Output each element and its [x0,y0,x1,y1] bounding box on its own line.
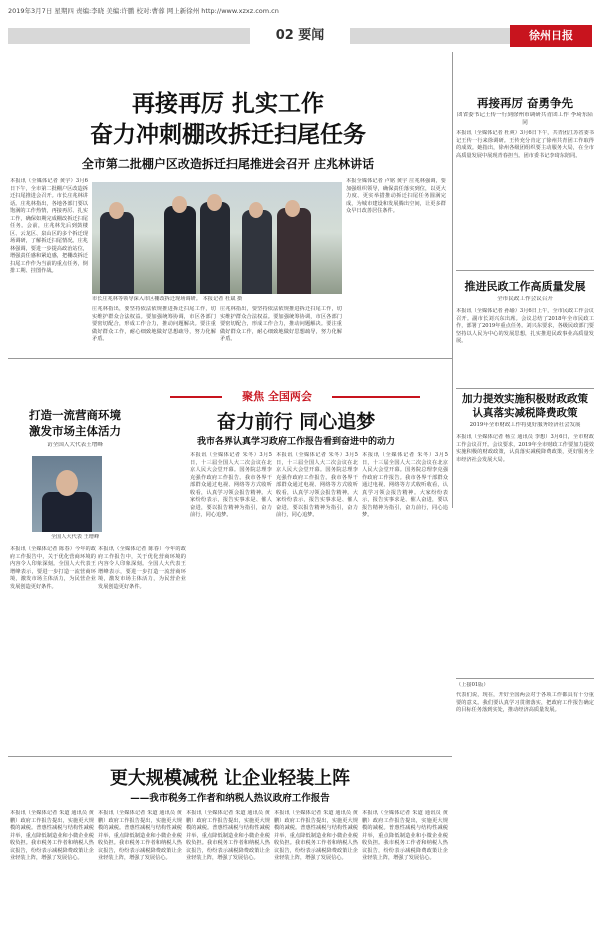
sessions-body-2: 本报讯（全媒体记者 朱冬）3月5日，十三届全国人大二次会议在北京人民大会堂开幕。国务院总理李克强作政府工作报告。我市各界干部群众通过电视、网络等方式收听收看，认真学习领会报告精神。大家纷纷表示，报告实事求是、催人奋进，要以报告精神为指引，奋力前行，同心追梦。 [276,452,358,518]
right-low-title-line2: 认真落实减税降费政策 [472,407,578,419]
person-figure [100,212,134,294]
bottom-body-4: 本报讯（全媒体记者 朱道 通讯员 黄鹏）政府工作报告提出，实施更大规模的减税。普惠性减税与结构性减税并举，重点降低制造业和小微企业税收负担。我市税务工作者和纳税人热议报告，纷纷表示减税降费政策让企业轻装上阵，增强了发展信心。 [274,810,358,861]
portrait-caption: 全国人大代表 王增峰 [50,534,100,540]
right-low-title-line1: 加力提效实施积极财政政策 [462,393,588,405]
side-title-line2: 激发市场主体活力 [29,424,121,438]
right-bottom-body: 代表们说，现在，开好全国两会对于各项工作都具有十分重要的意义。我们要认真学习贯彻落实，把政府工作报告确定的目标任务落到实处，推动经济高质量发展。 [456,692,594,713]
two-sessions-banner [170,388,420,406]
lead-body-mid: 庄兆林指出，要坚持依法依规推进拆迁扫尾工作，切实维护群众合法权益。要加强统筹协调，市区各部门要密切配合，形成工作合力，推动问题解决。要注重做好群众工作，耐心细致地做好思想疏导，努力化解矛盾。 [92,306,216,342]
person-figure [242,210,272,294]
side-subtitle: 访全国人大代表王增峰 [47,442,103,448]
right-top-title: 再接再厉 奋勇争先 [476,96,573,110]
column-divider [452,52,453,508]
section-name: 02 要闻 [250,25,350,47]
right-low-body: 本报讯（全媒体记者 杨立 通讯员 李想）3月6日，全市财政工作会议召开。会议要求，2019年全市财政工作要加力提效实施积极的财政政策，认真落实减税降费政策，更好服务全市经济社会发展大局。 [456,434,594,463]
right-mid-title: 推进民政工作高质量发展 [464,280,586,293]
person-head [249,202,263,218]
side-body: 本报讯（全媒体记者 陈春）今年的政府工作报告中，关于优化营商环境的内容令人印象深刻。全国人大代表王增峰表示，要进一步打造一流营商环境，激发市场主体活力，为民营企业发展创造更好条件。 [10,546,96,590]
lead-body-left: 本报讯（全媒体记者 黄宇）3月6日下午，全市第二批棚户区改造拆迁扫尾推进会召开。市长庄兆林讲话。庄兆林指出，各地各部门要以饱满的工作热情，再接再厉、扎实工作，确保如期完成棚改拆迁扫尾任务。会前，庄兆林先后到鼓楼区、云龙区、泉山区的多个拆迁现场调研，了解拆迁扫尾情况。庄兆林强调，要进一步提高政治站位，增强责任感和紧迫感，把棚改拆迁扫尾工作作为当前的重点任务，倒排工期、挂图作战。 [10,178,88,274]
right-mid-body: 本报讯（全媒体记者 孙瑜）3月6日上午，全市民政工作会议召开。副市长刘兴东出席。会议总结了2018年全市民政工作，部署了2019年重点任务。刘兴东要求，各级民政部门要坚持以人民为中心的发展思想，扎实推进民政事业高质量发展。 [456,308,594,344]
person-figure [200,202,230,294]
portrait-head [56,470,78,496]
banner-label: 聚焦 全国两会 [222,388,332,406]
person-head [172,196,187,213]
side-body-2: 本报讯（全媒体记者 陈春）今年的政府工作报告中，关于优化营商环境的内容令人印象深刻。全国人大代表王增峰表示，要进一步打造一流营商环境，激发市场主体活力，为民营企业发展创造更好条件。 [98,546,186,590]
lead-body-mid2: 庄兆林指出，要坚持依法依规推进拆迁扫尾工作，切实维护群众合法权益。要加强统筹协调，市区各部门要密切配合，形成工作合力，推动问题解决。要注重做好群众工作，耐心细致地做好思想疏导，努力化解矛盾。 [220,306,342,342]
lead-subtitle: 全市第二批棚户区改造拆迁扫尾推进会召开 庄兆林讲话 [81,157,375,171]
bottom-body-3: 本报讯（全媒体记者 朱道 通讯员 黄鹏）政府工作报告提出，实施更大规模的减税。普惠性减税与结构性减税并举，重点降低制造业和小微企业税收负担。我市税务工作者和纳税人热议报告，纷纷表示减税降费政策让企业轻装上阵，增强了发展信心。 [186,810,270,861]
divider [8,756,452,757]
person-head [207,194,222,211]
date-line: 2019年3月7日 星期四 责编:李晓 美编:许鹏 校对:曹蓉 网上新徐州 http://www.xzxz.com.cn [8,7,279,15]
bottom-title: 更大规模减税 让企业轻装上阵 [109,768,351,789]
lead-title-line1: 再接再厉 扎实工作 [131,91,324,117]
bottom-body-2: 本报讯（全媒体记者 朱道 通讯员 黄鹏）政府工作报告提出，实施更大规模的减税。普惠性减税与结构性减税并举，重点降低制造业和小微企业税收负担。我市税务工作者和纳税人热议报告，纷纷表示减税降费政策让企业轻装上阵，增强了发展信心。 [98,810,182,861]
portrait-photo [32,456,102,532]
person-head [285,200,300,217]
divider [456,270,594,271]
sessions-main-subtitle: 我市各界认真学习政府工作报告看到奋进中的动力 [196,437,395,447]
lead-photo-caption: 市长庄兆林等领导深入市区棚改拆迁现场调研。 本报记者 杜斌 摄 [92,296,243,302]
person-figure [164,206,196,294]
newspaper-logo: 徐州日报 [510,25,592,47]
bottom-body-5: 本报讯（全媒体记者 朱道 通讯员 黄鹏）政府工作报告提出，实施更大规模的减税。普惠性减税与结构性减税并举，重点降低制造业和小微企业税收负担。我市税务工作者和纳税人热议报告，纷纷表示减税降费政策让企业轻装上阵，增强了发展信心。 [362,810,448,861]
right-top-body: 本报讯（全媒体记者 杜爽）3月6日下午，共青团江苏省委书记王传一行来徐调研。王传充分肯定了徐州共青团工作取得的成效。她指出，徐州各级团组织要主动服务大局，在全市高质量发展中展现青春担当。团市委书记李琦东陪同。 [456,130,594,159]
portrait-body [42,492,92,532]
right-top-subtitle: 团省委书记王传一行到徐州市调研共青团工作 李琦东陪同 [456,112,594,126]
sessions-body-3: 本报讯（全媒体记者 朱冬）3月5日，十三届全国人大二次会议在北京人民大会堂开幕。国务院总理李克强作政府工作报告。我市各界干部群众通过电视、网络等方式收听收看，认真学习领会报告精神。大家纷纷表示，报告实事求是、催人奋进，要以报告精神为指引，奋力前行，同心追梦。 [362,452,448,518]
divider [456,388,594,389]
section-header [0,22,600,48]
bottom-body-1: 本报讯（全媒体记者 朱道 通讯员 黄鹏）政府工作报告提出，实施更大规模的减税。普惠性减税与结构性减税并举，重点降低制造业和小微企业税收负担。我市税务工作者和纳税人热议报告，纷纷表示减税降费政策让企业轻装上阵，增强了发展信心。 [10,810,94,861]
person-figure [277,208,311,294]
lead-body-right: 本报全媒体记者 卢铭 黄宇 庄兆林强调，要加强组织领导，确保责任落实到位，以更大力度、更实举措推动拆迁扫尾任务圆满完成，为城市建设和发展腾出空间，让更多群众早日改善居住条件。 [346,178,446,214]
divider [8,358,452,359]
right-mid-subtitle: 全市民政工作会议召开 [497,296,553,302]
lead-title-line2: 奋力冲刺棚改拆迁扫尾任务 [90,122,366,148]
lead-photo [92,182,342,294]
right-low-subtitle: 2019年全市财政工作将更好服务经济社会发展 [469,422,581,428]
sessions-main-title: 奋力前行 同心追梦 [216,411,376,433]
side-title-line1: 打造一流营商环境 [29,408,121,422]
divider [456,678,594,679]
bottom-subtitle: ——我市税务工作者和纳税人热议政府工作报告 [130,793,330,804]
person-head [109,202,124,219]
right-bottom-caption: （上接01版） [456,682,489,688]
sessions-body-1: 本报讯（全媒体记者 朱冬）3月5日，十三届全国人大二次会议在北京人民大会堂开幕。国务院总理李克强作政府工作报告。我市各界干部群众通过电视、网络等方式收听收看，认真学习领会报告精神。大家纷纷表示，报告实事求是、催人奋进，要以报告精神为指引，奋力前行，同心追梦。 [190,452,272,518]
